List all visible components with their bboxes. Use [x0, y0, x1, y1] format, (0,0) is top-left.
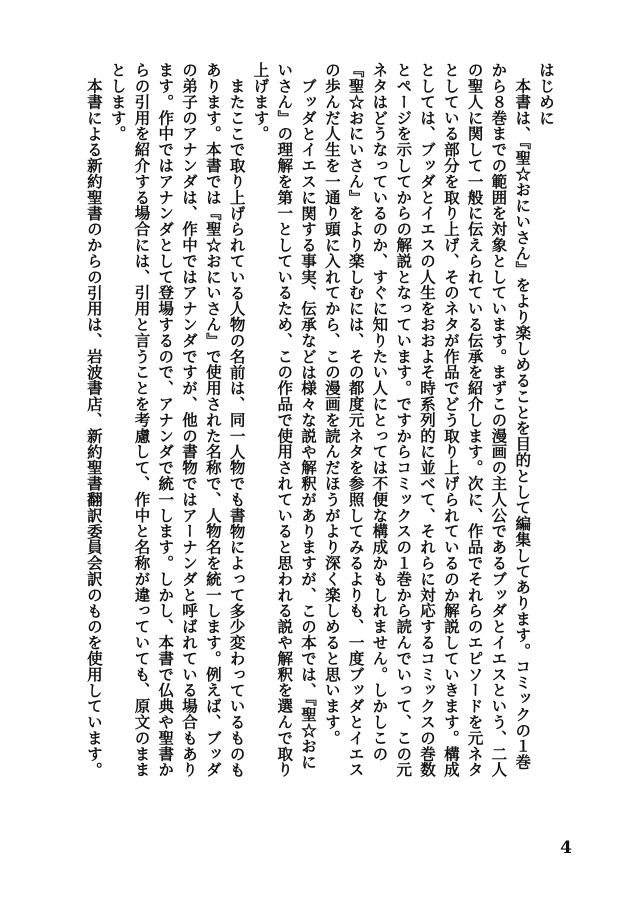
paragraph-citation: 本書による新約聖書のからの引用は、岩波書店、新約聖書翻訳委員会訳のものを使用しています。 — [84, 77, 104, 778]
paragraph-interpretation: ブッダとイエスに関する事実、伝承などは様々な説や解釈がありますが、この本では、『聖☆おにいさん』の理解を第一としているため、この作品で使用されていると思われる説や解釈を選んで取り上げます。 — [251, 62, 319, 778]
page-number: 4 — [560, 838, 572, 858]
section-heading: はじめに — [537, 62, 556, 126]
paragraph-intro: 本書は、『聖☆おにいさん』をより楽しめることを目的として編集してあります。コミックの１巻から８巻までの範囲を対象としています。まずこの漫画の主人公であるブッダとイエスという、二人の聖人に関して一般に伝えられている伝承を紹介します。次に、作品でそれらのエピソードを元ネタとしている部分を取り上げ、そのネタが作品でどう取り上げられているのか解説していきます。構成としては、ブッダとイエスの人生をおおよそ時系列的に並べて、それらに対応するコミックスの巻数とページを示してからの解説となっています。ですからコミックスの１巻から読んでいって、この元ネタはどうなっているのか、すぐに知りたい人にとっては不便な構成かもしれません。しかしこの『聖☆おにいさん』をより楽しむには、その都度元ネタを参照してみるよりも、一度ブッダとイエスの歩んだ人生を一通り頭に入れてから、この漫画を読んだほうがより深く楽しめると思います。 — [322, 62, 533, 778]
vertical-text-block — [84, 62, 558, 782]
paragraph-names: またここで取り上げられている人物の名前は、同一人物でも書物によって多少変わっているものもあります。本書では『聖☆おにいさん』で使用された名称で、人物名を統一します。例えば、ブッダの弟子のアナンダは、作中ではアナンダですが、他の書物ではアーナンダと呼ばれている場合もあります。作中ではアナンダとして登場するので、アナンダで統一します。しかし、本書で仏典や聖書からの引用を紹介する場合には、引用と言うことを考慮して、作中と名称が違っていても、原文のままとします。 — [108, 62, 247, 778]
